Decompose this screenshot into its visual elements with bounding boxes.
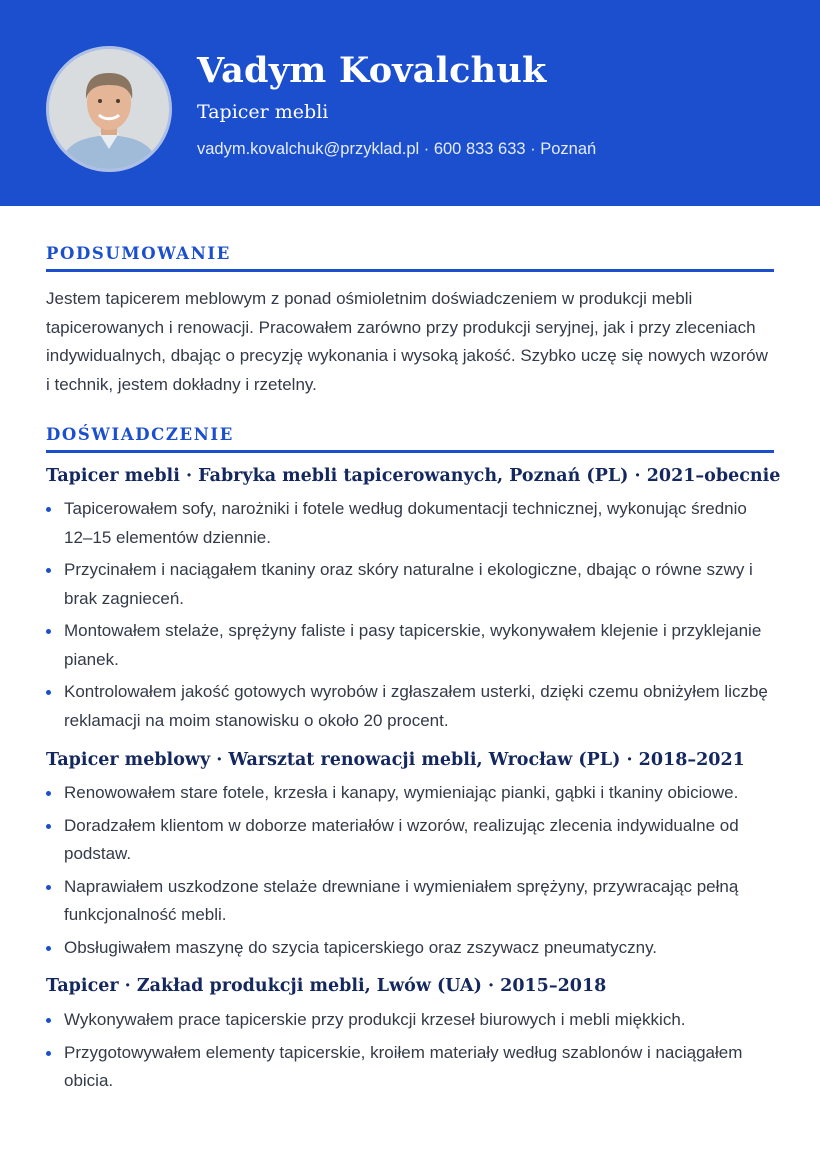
- job-bullet-list: [46, 779, 776, 966]
- section-divider: [46, 269, 774, 272]
- person-portrait-icon: [49, 49, 169, 169]
- list-item-text: Montowałem stelaże, sprężyny faliste i pasy tapicerskie, wykonywałem klejenie i przyklejanie pianek.: [64, 621, 762, 669]
- list-item: [46, 1039, 776, 1096]
- list-item: [46, 617, 776, 674]
- list-item-text: Przygotowywałem elementy tapicerskie, kroiłem materiały według szablonów i naciągałem obicia.: [64, 1042, 743, 1090]
- header-banner: [0, 0, 820, 206]
- candidate-name: Vadym Kovalchuk: [197, 50, 547, 91]
- list-item-text: Obsługiwałem maszynę do szycia tapicerskiego oraz zszywacz pneumatyczny.: [64, 937, 658, 957]
- bullet-dot-icon: [46, 1051, 51, 1056]
- list-item-text: Doradzałem klientom w doborze materiałów i wzorów, realizując zlecenia indywidualne od podstaw.: [64, 815, 739, 863]
- bullet-dot-icon: [46, 629, 51, 634]
- job-heading: Tapicer · Zakład produkcji mebli, Lwów (UA) · 2015–2018: [46, 976, 607, 996]
- job-bullet-list: [46, 495, 776, 739]
- list-item: [46, 779, 776, 808]
- list-item: [46, 934, 776, 963]
- job-bullet-list: [46, 1006, 776, 1100]
- list-item: [46, 873, 776, 930]
- list-item-text: Tapicerowałem sofy, narożniki i fotele według dokumentacji technicznej, wykonując średnio 12–15 elementów dziennie.: [64, 499, 747, 547]
- list-item-text: Renowowałem stare fotele, krzesła i kanapy, wymieniając pianki, gąbki i tkaniny obiciowe.: [64, 783, 739, 802]
- list-item: [46, 812, 776, 869]
- list-item-text: Wykonywałem prace tapicerskie przy produkcji krzeseł biurowych i mebli miękkich.: [64, 1010, 686, 1029]
- list-item: [46, 678, 776, 735]
- section-title-experience: DOŚWIADCZENIE: [46, 425, 234, 444]
- summary-text: Jestem tapicerem meblowym z ponad ośmioletnim doświadczeniem w produkcji mebli tapicerowanych i renowacji. Pracowałem zarówno przy produkcji seryjnej, jak i przy zleceniach indywidualnych, dbając o precyzję wykonania i wysoką jakość. Szybko uczę się nowych wzorów i technik, jestem dokładny i rzetelny.: [46, 289, 768, 394]
- candidate-role: Tapicer mebli: [197, 101, 329, 123]
- job-heading: Tapicer mebli · Fabryka mebli tapicerowanych, Poznań (PL) · 2021–obecnie: [46, 466, 781, 486]
- bullet-dot-icon: [46, 1018, 51, 1023]
- list-item-text: Naprawiałem uszkodzone stelaże drewniane i wymieniałem sprężyny, przywracając pełną funkcjonalność mebli.: [64, 876, 739, 924]
- section-title-summary: PODSUMOWANIE: [46, 244, 231, 263]
- job-heading: Tapicer meblowy · Warsztat renowacji mebli, Wrocław (PL) · 2018–2021: [46, 750, 745, 770]
- list-item: [46, 1006, 776, 1035]
- contact-line: vadym.kovalchuk@przyklad.pl · 600 833 633 · Poznań: [197, 140, 597, 158]
- bullet-dot-icon: [46, 946, 51, 951]
- list-item-text: Przycinałem i naciągałem tkaniny oraz skóry naturalne i ekologiczne, dbając o równe szwy i brak zagnieceń.: [64, 560, 753, 608]
- section-divider: [46, 450, 774, 453]
- bullet-dot-icon: [46, 507, 51, 512]
- list-item: [46, 556, 776, 613]
- bullet-dot-icon: [46, 885, 51, 890]
- bullet-dot-icon: [46, 568, 51, 573]
- profile-photo: [46, 46, 172, 172]
- bullet-dot-icon: [46, 791, 51, 796]
- bullet-dot-icon: [46, 690, 51, 695]
- list-item-text: Kontrolowałem jakość gotowych wyrobów i zgłaszałem usterki, dzięki czemu obniżyłem liczbę reklamacji na moim stanowisku o około 20 procent.: [64, 682, 768, 730]
- list-item: [46, 495, 776, 552]
- bullet-dot-icon: [46, 824, 51, 829]
